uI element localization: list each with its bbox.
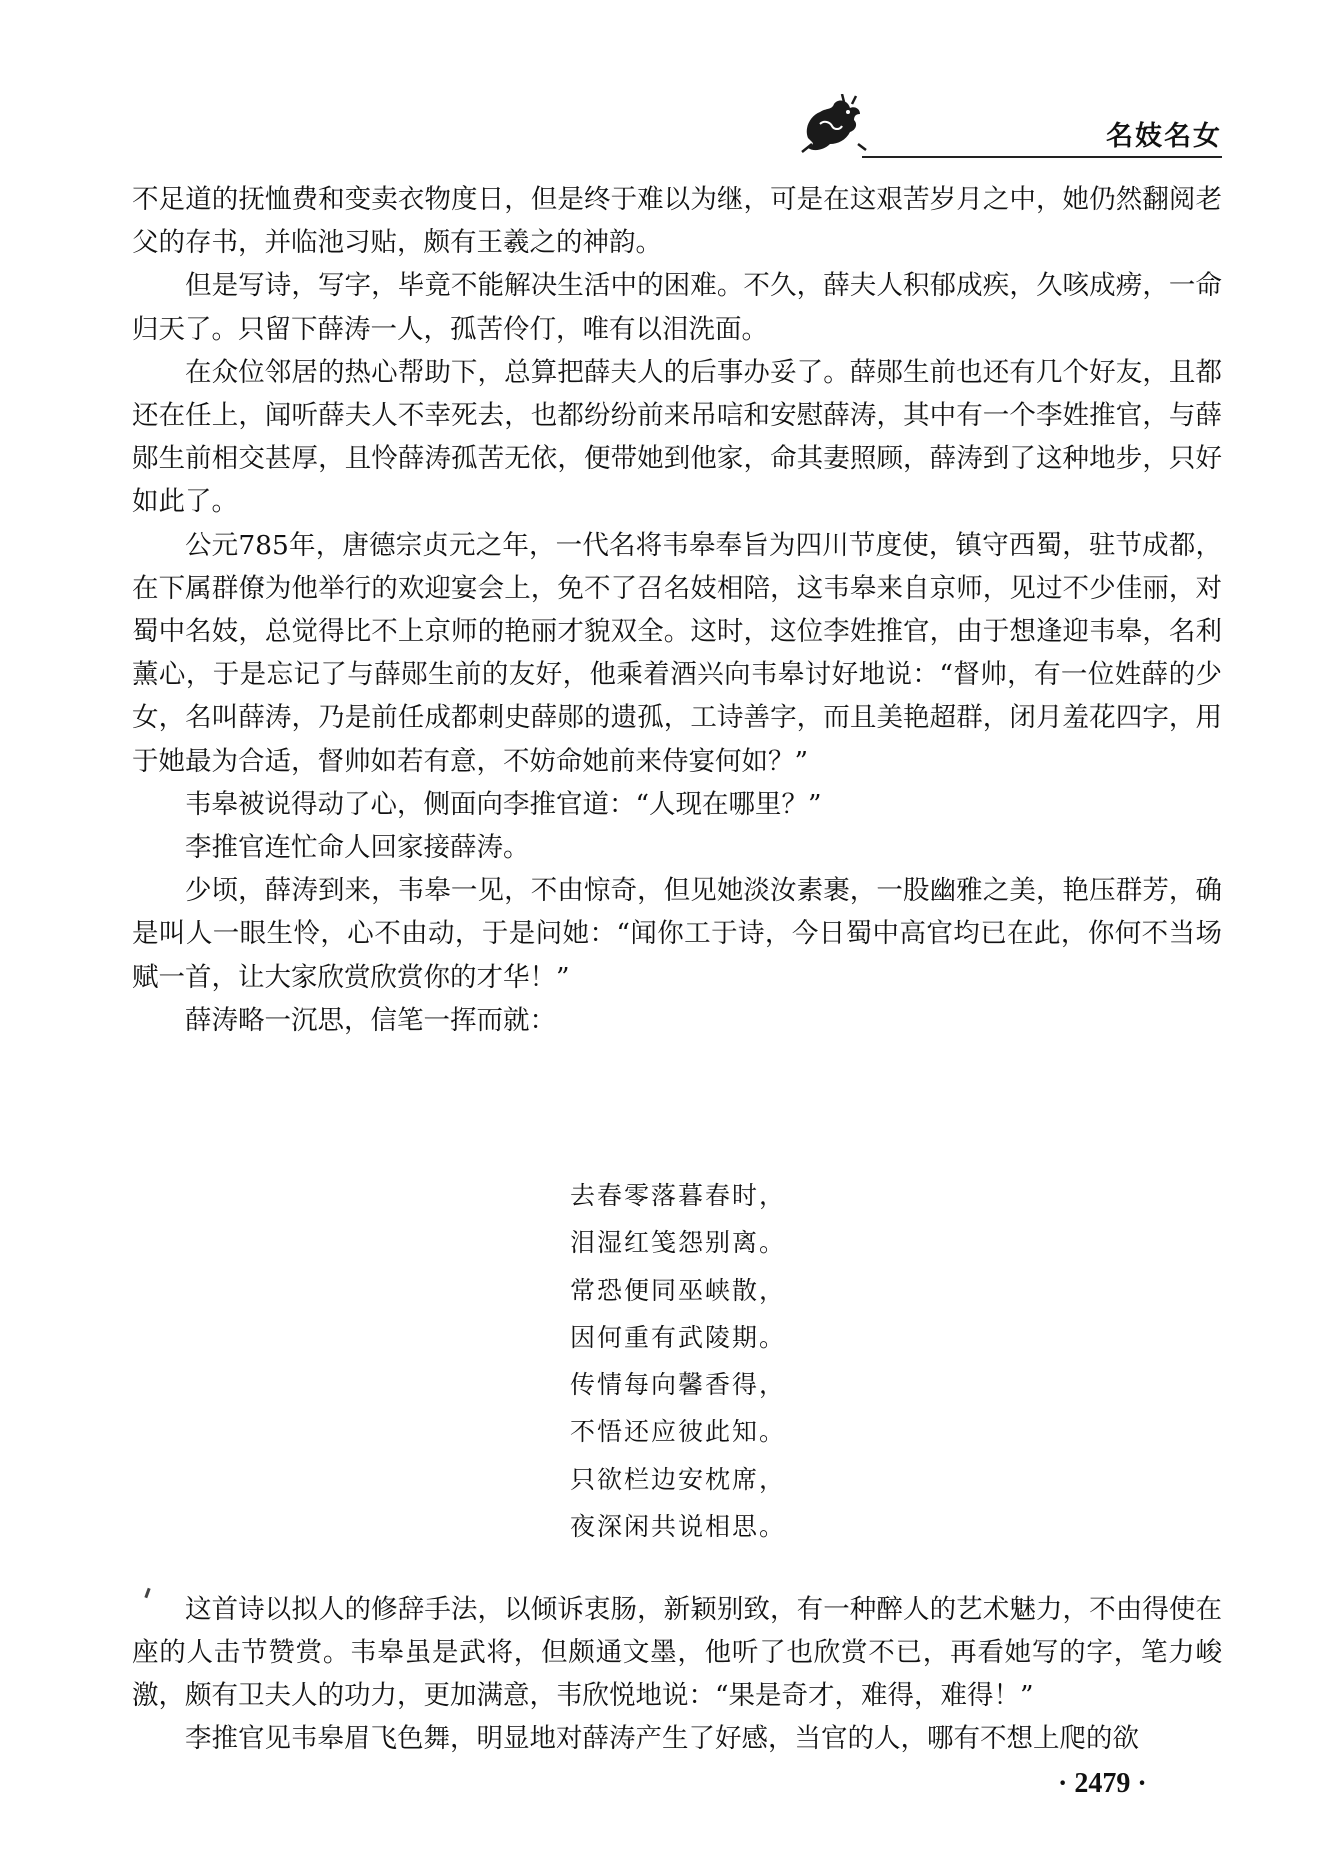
body-text-after-poem — [132, 1588, 1222, 1760]
poem-line: 泪湿红笺怨别离。 — [570, 1228, 787, 1258]
page-number: · 2479 · — [1058, 1768, 1147, 1799]
paragraph: 但是写诗，写字，毕竟不能解决生活中的困难。不久，薛夫人积郁成疾，久咳成痨，一命归天了。只留下薛涛一人，孤苦伶仃，唯有以泪洗面。 — [132, 270, 1222, 345]
paragraph: 公元785年，唐德宗贞元之年，一代名将韦皋奉旨为四川节度使，镇守西蜀，驻节成都，在下属群僚为他举行的欢迎宴会上，免不了召名妓相陪，这韦皋来自京师，见过不少佳丽，对蜀中名妓，总觉得比不上京师的艳丽才貌双全。这时，这位李姓推官，由于想逢迎韦皋，名利薰心，于是忘记了与薛郧生前的友好，他乘着酒兴向韦皋讨好地说：“督帅，有一位姓薛的少女，名叫薛涛，乃是前任成都刺史薛郧的遗孤，工诗善字，而且美艳超群，闭月羞花四字，用于她最为合适，督帅如若有意，不妨命她前来侍宴何如？” — [132, 529, 1222, 777]
poem-line: 只欲栏边安枕席， — [570, 1464, 787, 1494]
dragon-icon — [798, 94, 868, 156]
paragraph: 在众位邻居的热心帮助下，总算把薛夫人的后事办妥了。薛郧生前也还有几个好友，且都还在任上，闻听薛夫人不幸死去，也都纷纷前来吊唁和安慰薛涛，其中有一个李姓推官，与薛郧生前相交甚厚，且怜薛涛孤苦无依，便带她到他家，命其妻照顾，薛涛到了这种地步，只好如此了。 — [132, 356, 1222, 518]
poem-line: 因何重有武陵期。 — [570, 1322, 787, 1352]
poem-line: 去春零落暮春时， — [570, 1181, 787, 1210]
poem-line: 不悟还应彼此知。 — [570, 1417, 787, 1447]
paragraph: 不足道的抚恤费和变卖衣物度日，但是终于难以为继，可是在这艰苦岁月之中，她仍然翻阅老父的存书，并临池习贴，颇有王羲之的神韵。 — [132, 184, 1222, 259]
paragraph: 李推官见韦皋眉飞色舞，明显地对薛涛产生了好感，当官的人，哪有不想上爬的欲 — [185, 1723, 1139, 1754]
paragraph: 这首诗以拟人的修辞手法，以倾诉衷肠，新颖别致，有一种醉人的艺术魅力，不由得使在座的人击节赞赏。韦皋虽是武将，但颇通文墨，他听了也欣赏不已，再看她写的字，笔力峻激，颇有卫夫人的功力，更加满意，韦欣悦地说：“果是奇才，难得，难得！” — [132, 1594, 1222, 1711]
running-header — [790, 92, 1222, 162]
poem-line: 常恐便同巫峡散， — [570, 1275, 787, 1305]
header-title: 名妓名女 — [1106, 121, 1222, 152]
paragraph: 薛涛略一沉思，信笔一挥而就： — [185, 1004, 556, 1036]
body-text — [132, 178, 1222, 1042]
header-rule — [862, 156, 1222, 158]
poem-line: 夜深闲共说相思。 — [570, 1512, 787, 1542]
poem — [570, 1172, 786, 1550]
poem-line: 传情每向馨香得， — [570, 1370, 787, 1400]
paragraph: 少顷，薛涛到来，韦皋一见，不由惊奇，但见她淡汝素裹，一股幽雅之美，艳压群芳，确是叫人一眼生怜，心不由动，于是问她：“闻你工于诗，今日蜀中高官均已在此，你何不当场赋一首，让大家欣赏欣赏你的才华！” — [132, 875, 1222, 993]
paragraph: 李推官连忙命人回家接薛涛。 — [185, 832, 530, 864]
paragraph: 韦皋被说得动了心，侧面向李推官道：“人现在哪里？” — [185, 788, 822, 820]
